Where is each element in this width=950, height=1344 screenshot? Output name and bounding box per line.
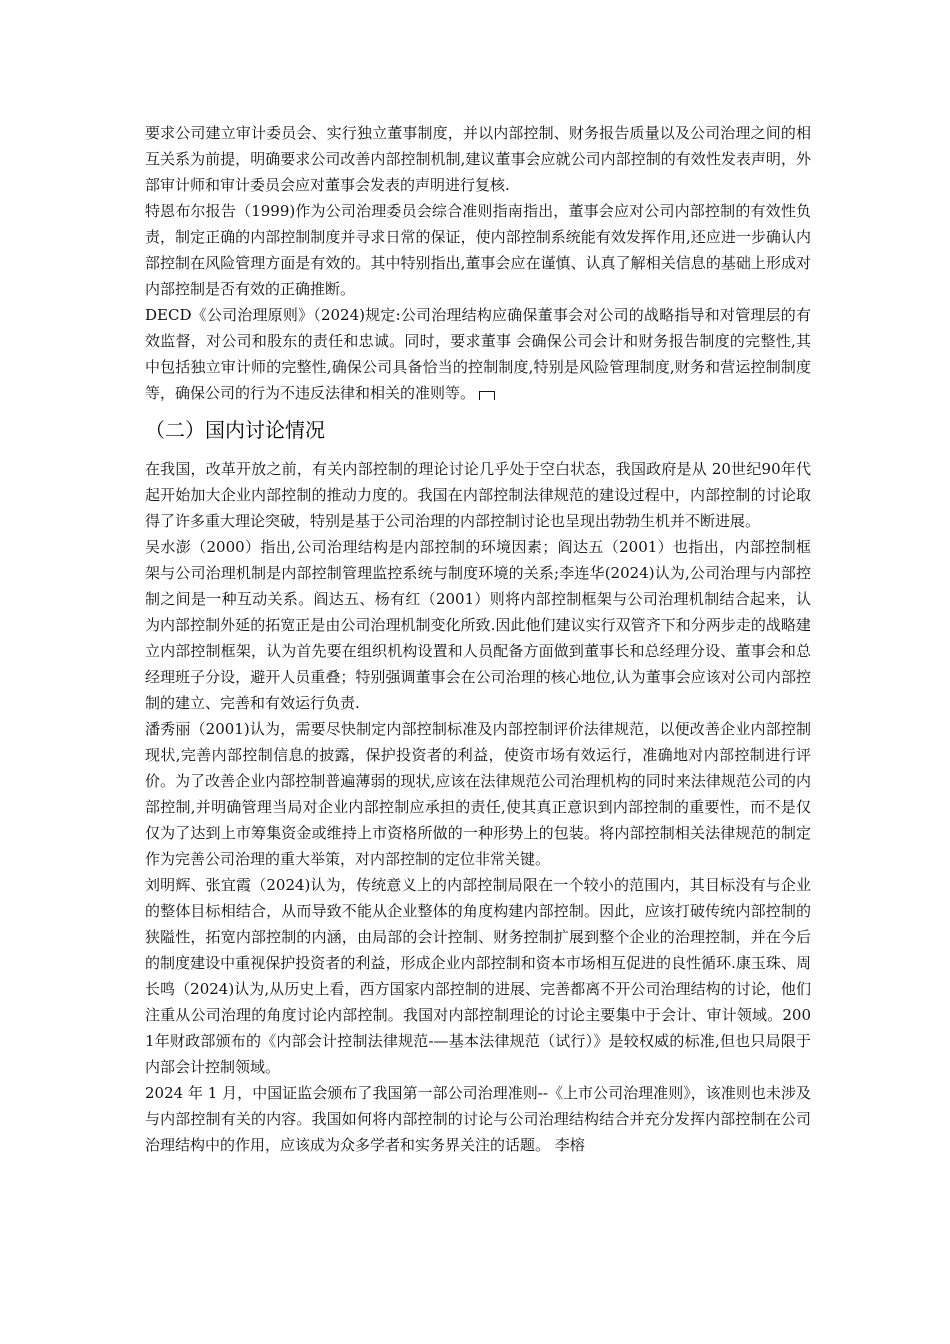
paragraph-liu-zhang: 刘明辉、张宜霞（2024)认为，传统意义上的内部控制局限在一个较小的范围内，其目标没有与企业的整体目标相结合，从而导致不能从企业整体的角度构建内部控制。因此，应该打破传统内部控制的狭隘性，拓宽内部控制的内涵，由局部的会计控制、财务控制扩展到整个企业的治理控制，并在今后的制度建设中重视保护投资者的利益，形成企业内部控制和资本市场相互促进的良性循环.康玉珠、周长鸣（2024)认为,从历史上看，西方国家内部控制的进展、完善都离不开公司治理结构的讨论，他们注重从公司治理的角度讨论内部控制。我国对内部控制理论的讨论主要集中于会计、审计领域。2001年财政部颁布的《内部会计控制法律规范-—基本法律规范（试行）》是较权威的标准,但也只局限于内部会计控制领域。: [145, 876, 811, 1076]
paragraph-turnbull-report: 特恩布尔报告（1999)作为公司治理委员会综合准则指南指出，董事会应对公司内部控制的有效性负责，制定正确的内部控制制度并寻求日常的保证，使内部控制系统能有效发挥作用,还应进一步确认内部控制在风险管理方面是有效的。其中特别指出,董事会应在谨慎、认真了解相关信息的基础上形成对内部控制是否有效的正确推断。: [145, 202, 811, 298]
paragraph-pan-xiuli: 潘秀丽（2001)认为，需要尽快制定内部控制标准及内部控制评价法律规范，以便改善企业内部控制现状,完善内部控制信息的披露，保护投资者的利益，使资市场有效运行，准确地对内部控制进行评价。为了改善企业内部控制普遍薄弱的现状,应该在法律规范公司治理机构的同时来法律规范公司的内部控制,并明确管理当局对企业内部控制应承担的责任,使其真正意识到内部控制的重要性，而不是仅仅为了达到上市筹集资金或维持上市资格所做的一种形势上的包装。将内部控制相关法律规范的制定作为完善公司治理的重大举策，对内部控制的定位非常关键。: [145, 720, 811, 868]
paragraph-csrc-guidelines: 2024 年 1 月，中国证监会颁布了我国第一部公司治理准则--《上市公司治理准则》，该准则也未涉及与内部控制有关的内容。我国如何将内部控制的讨论与公司治理结构结合并充分发挥内部控制在公司治理结构中的作用，应该成为众多学者和实务界关注的话题。 李榕: [145, 1084, 811, 1154]
paragraph-oecd-text: DECD《公司治理原则》（2024)规定:公司治理结构应确保董事会对公司的战略指导和对管理层的有效监督，对公司和股东的责任和忠诚。同时，要求董事 会确保公司会计和财务报告制度的完整性,其中包括独立审计师的完整性,确保公司具备恰当的控制制度,特别是风险管理制度,财务和营运控制制度等，确保公司的行为不违反法律和相关的准则等。: [145, 306, 811, 402]
endnote-mark-icon: [479, 391, 495, 400]
paragraph-wu-yan-li: 吴水澎（2000）指出,公司治理结构是内部控制的环境因素；阎达五（2001）也指出，内部控制框架与公司治理机制是内部控制管理监控系统与制度环境的关系;李连华(2024)认为,公司治理与内部控制之间是一种互动关系。阎达五、杨有红（2001）则将内部控制框架与公司治理机制结合起来，认为内部控制外延的拓宽正是由公司治理机制变化所致.因此他们建议实行双管齐下和分两步走的战略建立内部控制框架，认为首先要在组织机构设置和人员配备方面做到董事长和总经理分设、董事会和总经理班子分设，避开人员重叠；特别强调董事会在公司治理的核心地位,认为董事会应该对公司内部控制的建立、完善和有效运行负责.: [145, 538, 811, 712]
paragraph-oecd-principles: [145, 302, 811, 406]
paragraph-domestic-overview: 在我国，改革开放之前，有关内部控制的理论讨论几乎处于空白状态，我国政府是从 20世纪90年代起开始加大企业内部控制的推动力度的。我国在内部控制法律规范的建设过程中，内部控制的讨论取得了许多重大理论突破，特别是基于公司治理的内部控制讨论也呈现出勃勃生机并不断进展。: [145, 460, 811, 530]
paragraph-audit-committee: 要求公司建立审计委员会、实行独立董事制度，并以内部控制、财务报告质量以及公司治理之间的相互关系为前提，明确要求公司改善内部控制机制,建议董事会应就公司内部控制的有效性发表声明，外部审计师和审计委员会应对董事会发表的声明进行复核.: [145, 124, 811, 194]
section-heading: （二）国内讨论情况: [145, 418, 325, 442]
document-page: [145, 120, 811, 1158]
